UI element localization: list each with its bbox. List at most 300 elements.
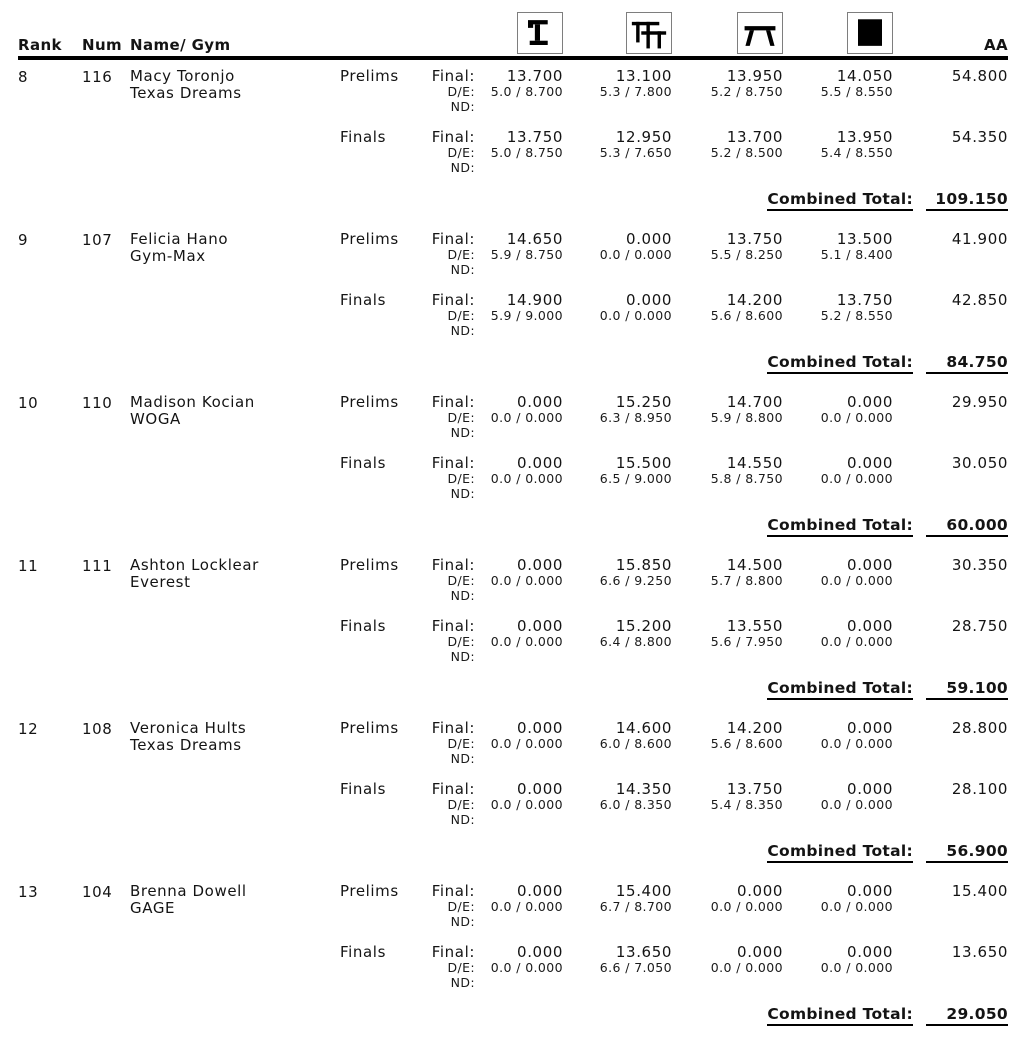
rank-cell: 9 bbox=[18, 231, 29, 249]
rank-cell: 8 bbox=[18, 68, 29, 86]
spacer bbox=[672, 812, 783, 827]
floor-final-score: 0.000 bbox=[847, 943, 893, 961]
spacer bbox=[893, 262, 1008, 277]
final-score-line bbox=[340, 455, 1008, 471]
nd-score-line bbox=[340, 751, 1008, 766]
num-cell: 116 bbox=[82, 68, 113, 86]
combined-total-value: 60.000 bbox=[926, 516, 1008, 537]
beam-final-score: 14.500 bbox=[726, 556, 783, 574]
spacer bbox=[563, 262, 672, 277]
beam-final-score: 14.550 bbox=[726, 454, 783, 472]
spacer bbox=[783, 649, 893, 664]
spacer bbox=[783, 914, 893, 929]
floor-final-score: 0.000 bbox=[847, 556, 893, 574]
session-block-finals bbox=[340, 292, 1008, 338]
vault-de-score: 5.0 / 8.700 bbox=[490, 84, 563, 99]
spacer bbox=[475, 99, 563, 114]
final-label: Final: bbox=[431, 393, 475, 411]
vault-final-score: 0.000 bbox=[517, 393, 563, 411]
vault-de-score: 0.0 / 0.000 bbox=[490, 899, 563, 914]
de-label: D/E: bbox=[447, 634, 475, 649]
athlete-row bbox=[0, 883, 1024, 1038]
final-label: Final: bbox=[431, 780, 475, 798]
combined-total-label: Combined Total: bbox=[767, 842, 913, 863]
spacer bbox=[475, 975, 563, 990]
num-cell: 111 bbox=[82, 557, 113, 575]
bars-final-score: 15.200 bbox=[615, 617, 672, 635]
spacer bbox=[340, 797, 402, 812]
spacer bbox=[340, 649, 402, 664]
vault-de-score: 0.0 / 0.000 bbox=[490, 736, 563, 751]
vault-final-score: 0.000 bbox=[517, 556, 563, 574]
spacer bbox=[783, 975, 893, 990]
spacer bbox=[893, 84, 1008, 99]
vault-final-score: 13.700 bbox=[506, 67, 563, 85]
nd-label: ND: bbox=[450, 914, 475, 929]
floor-final-score: 0.000 bbox=[847, 882, 893, 900]
spacer bbox=[475, 323, 563, 338]
spacer bbox=[672, 914, 783, 929]
gym-name: Everest bbox=[130, 573, 191, 591]
spacer bbox=[893, 486, 1008, 501]
nd-score-line bbox=[340, 812, 1008, 827]
spacer bbox=[340, 914, 402, 929]
gym-name: Texas Dreams bbox=[130, 84, 242, 102]
spacer bbox=[340, 99, 402, 114]
spacer bbox=[893, 797, 1008, 812]
bars-final-score: 12.950 bbox=[615, 128, 672, 146]
bars-final-score: 15.250 bbox=[615, 393, 672, 411]
de-score-line bbox=[340, 573, 1008, 588]
session-label: Finals bbox=[340, 291, 386, 309]
final-score-line bbox=[340, 292, 1008, 308]
gym-name: Texas Dreams bbox=[130, 736, 242, 754]
beam-final-score: 13.550 bbox=[726, 617, 783, 635]
spacer bbox=[672, 975, 783, 990]
spacer bbox=[783, 323, 893, 338]
combined-total-label: Combined Total: bbox=[767, 516, 913, 537]
spacer bbox=[783, 99, 893, 114]
spacer bbox=[475, 588, 563, 603]
spacer bbox=[475, 486, 563, 501]
gym-name: Gym-Max bbox=[130, 247, 206, 265]
name-gym-cell bbox=[130, 883, 340, 1038]
spacer bbox=[563, 160, 672, 175]
spacer bbox=[340, 410, 402, 425]
bars-de-score: 6.6 / 7.050 bbox=[599, 960, 672, 975]
spacer bbox=[340, 573, 402, 588]
de-score-line bbox=[340, 960, 1008, 975]
vault-de-score: 0.0 / 0.000 bbox=[490, 471, 563, 486]
session-label: Finals bbox=[340, 617, 386, 635]
aa-score: 28.100 bbox=[951, 780, 1008, 798]
session-block-finals bbox=[340, 129, 1008, 175]
spacer bbox=[563, 323, 672, 338]
nd-score-line bbox=[340, 588, 1008, 603]
session-block-finals bbox=[340, 618, 1008, 664]
nd-label: ND: bbox=[450, 812, 475, 827]
combined-total-row bbox=[340, 353, 1008, 374]
rank-column-header: Rank bbox=[18, 36, 62, 54]
spacer bbox=[563, 99, 672, 114]
combined-total-value: 29.050 bbox=[926, 1005, 1008, 1026]
spacer bbox=[893, 588, 1008, 603]
beam-de-score: 5.5 / 8.250 bbox=[710, 247, 783, 262]
aa-score: 42.850 bbox=[951, 291, 1008, 309]
rank-cell: 11 bbox=[18, 557, 39, 575]
name-gym-cell bbox=[130, 231, 340, 386]
spacer bbox=[893, 410, 1008, 425]
final-label: Final: bbox=[431, 230, 475, 248]
beam-final-score: 13.750 bbox=[726, 780, 783, 798]
spacer bbox=[783, 160, 893, 175]
spacer bbox=[672, 486, 783, 501]
bars-de-score: 0.0 / 0.000 bbox=[599, 308, 672, 323]
spacer bbox=[340, 736, 402, 751]
combined-total-row bbox=[340, 679, 1008, 700]
beam-de-score: 5.2 / 8.500 bbox=[710, 145, 783, 160]
spacer bbox=[783, 486, 893, 501]
nd-label: ND: bbox=[450, 486, 475, 501]
spacer bbox=[563, 588, 672, 603]
final-score-line bbox=[340, 231, 1008, 247]
bars-final-score: 14.600 bbox=[615, 719, 672, 737]
floor-de-score: 0.0 / 0.000 bbox=[820, 634, 893, 649]
beam-de-score: 5.6 / 8.600 bbox=[710, 736, 783, 751]
final-label: Final: bbox=[431, 617, 475, 635]
nd-score-line bbox=[340, 425, 1008, 440]
spacer bbox=[563, 486, 672, 501]
combined-total-row bbox=[340, 842, 1008, 863]
athlete-row bbox=[0, 394, 1024, 549]
beam-final-score: 0.000 bbox=[737, 943, 783, 961]
floor-de-score: 0.0 / 0.000 bbox=[820, 410, 893, 425]
name-gym-column-header: Name/ Gym bbox=[130, 36, 231, 54]
aa-score: 29.950 bbox=[951, 393, 1008, 411]
de-score-line bbox=[340, 797, 1008, 812]
bars-de-score: 6.4 / 8.800 bbox=[599, 634, 672, 649]
combined-total-label: Combined Total: bbox=[767, 1005, 913, 1026]
spacer bbox=[783, 262, 893, 277]
beam-final-score: 0.000 bbox=[737, 882, 783, 900]
bars-final-score: 13.650 bbox=[615, 943, 672, 961]
spacer bbox=[893, 649, 1008, 664]
session-label: Finals bbox=[340, 128, 386, 146]
beam-de-score: 0.0 / 0.000 bbox=[710, 899, 783, 914]
de-score-line bbox=[340, 410, 1008, 425]
athlete-name: Veronica Hults bbox=[130, 719, 247, 737]
nd-label: ND: bbox=[450, 262, 475, 277]
de-score-line bbox=[340, 308, 1008, 323]
combined-total-row bbox=[340, 1005, 1008, 1026]
aa-score: 30.350 bbox=[951, 556, 1008, 574]
gym-name: WOGA bbox=[130, 410, 181, 428]
gym-name: GAGE bbox=[130, 899, 176, 917]
final-score-line bbox=[340, 944, 1008, 960]
de-score-line bbox=[340, 736, 1008, 751]
spacer bbox=[475, 914, 563, 929]
vault-de-score: 5.0 / 8.750 bbox=[490, 145, 563, 160]
floor-exercise-icon bbox=[847, 12, 893, 54]
beam-de-score: 5.7 / 8.800 bbox=[710, 573, 783, 588]
aa-score: 13.650 bbox=[951, 943, 1008, 961]
vault-final-score: 0.000 bbox=[517, 882, 563, 900]
final-label: Final: bbox=[431, 943, 475, 961]
vault-final-score: 0.000 bbox=[517, 943, 563, 961]
scores-area bbox=[340, 394, 1008, 549]
athlete-row bbox=[0, 231, 1024, 386]
final-score-line bbox=[340, 68, 1008, 84]
floor-de-score: 5.5 / 8.550 bbox=[820, 84, 893, 99]
spacer bbox=[893, 573, 1008, 588]
vault-final-score: 14.900 bbox=[506, 291, 563, 309]
de-label: D/E: bbox=[447, 736, 475, 751]
num-cell: 107 bbox=[82, 231, 113, 249]
floor-de-score: 0.0 / 0.000 bbox=[820, 573, 893, 588]
spacer bbox=[340, 323, 402, 338]
nd-score-line bbox=[340, 975, 1008, 990]
final-label: Final: bbox=[431, 719, 475, 737]
session-block-prelims bbox=[340, 883, 1008, 929]
aa-column-header: AA bbox=[983, 36, 1008, 54]
athlete-row bbox=[0, 68, 1024, 223]
session-label: Prelims bbox=[340, 230, 399, 248]
scores-area bbox=[340, 68, 1008, 223]
bars-final-score: 0.000 bbox=[626, 230, 672, 248]
vault-de-score: 5.9 / 9.000 bbox=[490, 308, 563, 323]
aa-score: 41.900 bbox=[951, 230, 1008, 248]
de-score-line bbox=[340, 145, 1008, 160]
final-label: Final: bbox=[431, 128, 475, 146]
header-rule bbox=[18, 56, 1008, 60]
nd-score-line bbox=[340, 99, 1008, 114]
bars-de-score: 5.3 / 7.650 bbox=[599, 145, 672, 160]
results-body bbox=[0, 68, 1024, 1038]
athlete-name: Madison Kocian bbox=[130, 393, 255, 411]
bars-final-score: 0.000 bbox=[626, 291, 672, 309]
combined-total-row bbox=[340, 190, 1008, 211]
bars-de-score: 6.7 / 8.700 bbox=[599, 899, 672, 914]
spacer bbox=[893, 914, 1008, 929]
vault-final-score: 0.000 bbox=[517, 719, 563, 737]
final-score-line bbox=[340, 781, 1008, 797]
aa-score: 28.750 bbox=[951, 617, 1008, 635]
vault-de-score: 0.0 / 0.000 bbox=[490, 960, 563, 975]
spacer bbox=[672, 262, 783, 277]
spacer bbox=[783, 425, 893, 440]
spacer bbox=[340, 247, 402, 262]
beam-de-score: 5.4 / 8.350 bbox=[710, 797, 783, 812]
spacer bbox=[340, 634, 402, 649]
num-cell: 104 bbox=[82, 883, 113, 901]
vault-de-score: 0.0 / 0.000 bbox=[490, 634, 563, 649]
vault-icon bbox=[517, 12, 563, 54]
spacer bbox=[893, 736, 1008, 751]
de-score-line bbox=[340, 471, 1008, 486]
num-column-header: Num bbox=[82, 36, 123, 54]
vault-final-score: 14.650 bbox=[506, 230, 563, 248]
spacer bbox=[893, 145, 1008, 160]
beam-final-score: 14.200 bbox=[726, 719, 783, 737]
beam-final-score: 13.700 bbox=[726, 128, 783, 146]
nd-score-line bbox=[340, 486, 1008, 501]
floor-final-score: 0.000 bbox=[847, 393, 893, 411]
nd-label: ND: bbox=[450, 751, 475, 766]
spacer bbox=[340, 160, 402, 175]
final-score-line bbox=[340, 557, 1008, 573]
vault-de-score: 5.9 / 8.750 bbox=[490, 247, 563, 262]
final-score-line bbox=[340, 883, 1008, 899]
name-gym-cell bbox=[130, 720, 340, 875]
bars-final-score: 13.100 bbox=[615, 67, 672, 85]
spacer bbox=[563, 649, 672, 664]
spacer bbox=[672, 160, 783, 175]
spacer bbox=[340, 899, 402, 914]
spacer bbox=[340, 84, 402, 99]
de-label: D/E: bbox=[447, 797, 475, 812]
floor-de-score: 5.1 / 8.400 bbox=[820, 247, 893, 262]
beam-de-score: 5.9 / 8.800 bbox=[710, 410, 783, 425]
num-cell: 108 bbox=[82, 720, 113, 738]
nd-label: ND: bbox=[450, 323, 475, 338]
scores-area bbox=[340, 231, 1008, 386]
floor-final-score: 0.000 bbox=[847, 454, 893, 472]
spacer bbox=[340, 960, 402, 975]
athlete-name: Macy Toronjo bbox=[130, 67, 235, 85]
spacer bbox=[783, 812, 893, 827]
spacer bbox=[340, 975, 402, 990]
spacer bbox=[340, 308, 402, 323]
spacer bbox=[563, 975, 672, 990]
spacer bbox=[563, 425, 672, 440]
final-score-line bbox=[340, 129, 1008, 145]
session-block-prelims bbox=[340, 394, 1008, 440]
floor-final-score: 0.000 bbox=[847, 719, 893, 737]
floor-final-score: 13.500 bbox=[836, 230, 893, 248]
beam-final-score: 13.750 bbox=[726, 230, 783, 248]
vault-de-score: 0.0 / 0.000 bbox=[490, 797, 563, 812]
session-block-prelims bbox=[340, 68, 1008, 114]
nd-score-line bbox=[340, 649, 1008, 664]
aa-score: 30.050 bbox=[951, 454, 1008, 472]
bars-de-score: 6.3 / 8.950 bbox=[599, 410, 672, 425]
balance-beam-icon bbox=[737, 12, 783, 54]
nd-label: ND: bbox=[450, 99, 475, 114]
nd-label: ND: bbox=[450, 425, 475, 440]
spacer bbox=[893, 425, 1008, 440]
beam-de-score: 5.2 / 8.750 bbox=[710, 84, 783, 99]
de-score-line bbox=[340, 84, 1008, 99]
session-label: Finals bbox=[340, 943, 386, 961]
de-score-line bbox=[340, 247, 1008, 262]
scores-area bbox=[340, 883, 1008, 1038]
floor-de-score: 5.4 / 8.550 bbox=[820, 145, 893, 160]
nd-score-line bbox=[340, 323, 1008, 338]
spacer bbox=[475, 649, 563, 664]
session-label: Prelims bbox=[340, 882, 399, 900]
floor-final-score: 0.000 bbox=[847, 780, 893, 798]
name-gym-cell bbox=[130, 394, 340, 549]
spacer bbox=[672, 323, 783, 338]
spacer bbox=[783, 588, 893, 603]
vault-final-score: 13.750 bbox=[506, 128, 563, 146]
table-header bbox=[0, 0, 1024, 56]
aa-score: 54.350 bbox=[951, 128, 1008, 146]
beam-final-score: 13.950 bbox=[726, 67, 783, 85]
final-label: Final: bbox=[431, 882, 475, 900]
vault-final-score: 0.000 bbox=[517, 780, 563, 798]
rank-cell: 10 bbox=[18, 394, 39, 412]
floor-de-score: 0.0 / 0.000 bbox=[820, 797, 893, 812]
session-block-prelims bbox=[340, 231, 1008, 277]
combined-total-value: 109.150 bbox=[926, 190, 1008, 211]
scores-area bbox=[340, 720, 1008, 875]
vault-de-score: 0.0 / 0.000 bbox=[490, 573, 563, 588]
beam-de-score: 0.0 / 0.000 bbox=[710, 960, 783, 975]
spacer bbox=[672, 99, 783, 114]
final-label: Final: bbox=[431, 67, 475, 85]
athlete-name: Ashton Locklear bbox=[130, 556, 259, 574]
spacer bbox=[475, 160, 563, 175]
spacer bbox=[893, 751, 1008, 766]
floor-de-score: 0.0 / 0.000 bbox=[820, 736, 893, 751]
de-score-line bbox=[340, 899, 1008, 914]
beam-final-score: 14.700 bbox=[726, 393, 783, 411]
name-gym-cell bbox=[130, 557, 340, 712]
combined-total-row bbox=[340, 516, 1008, 537]
bars-de-score: 5.3 / 7.800 bbox=[599, 84, 672, 99]
bars-final-score: 15.850 bbox=[615, 556, 672, 574]
de-label: D/E: bbox=[447, 84, 475, 99]
bars-de-score: 0.0 / 0.000 bbox=[599, 247, 672, 262]
spacer bbox=[563, 914, 672, 929]
athlete-row bbox=[0, 557, 1024, 712]
aa-score: 28.800 bbox=[951, 719, 1008, 737]
spacer bbox=[893, 308, 1008, 323]
bars-de-score: 6.0 / 8.600 bbox=[599, 736, 672, 751]
session-label: Prelims bbox=[340, 393, 399, 411]
bars-final-score: 15.500 bbox=[615, 454, 672, 472]
de-label: D/E: bbox=[447, 960, 475, 975]
spacer bbox=[340, 471, 402, 486]
session-block-finals bbox=[340, 781, 1008, 827]
floor-de-score: 5.2 / 8.550 bbox=[820, 308, 893, 323]
spacer bbox=[340, 486, 402, 501]
vault-final-score: 0.000 bbox=[517, 617, 563, 635]
de-label: D/E: bbox=[447, 308, 475, 323]
beam-final-score: 14.200 bbox=[726, 291, 783, 309]
spacer bbox=[672, 425, 783, 440]
spacer bbox=[783, 751, 893, 766]
nd-label: ND: bbox=[450, 588, 475, 603]
de-label: D/E: bbox=[447, 145, 475, 160]
de-label: D/E: bbox=[447, 573, 475, 588]
nd-label: ND: bbox=[450, 975, 475, 990]
de-label: D/E: bbox=[447, 410, 475, 425]
spacer bbox=[563, 812, 672, 827]
spacer bbox=[893, 812, 1008, 827]
session-label: Prelims bbox=[340, 556, 399, 574]
floor-de-score: 0.0 / 0.000 bbox=[820, 471, 893, 486]
bars-de-score: 6.6 / 9.250 bbox=[599, 573, 672, 588]
beam-de-score: 5.6 / 7.950 bbox=[710, 634, 783, 649]
spacer bbox=[893, 160, 1008, 175]
floor-final-score: 0.000 bbox=[847, 617, 893, 635]
spacer bbox=[893, 899, 1008, 914]
spacer bbox=[672, 751, 783, 766]
spacer bbox=[893, 99, 1008, 114]
spacer bbox=[340, 145, 402, 160]
